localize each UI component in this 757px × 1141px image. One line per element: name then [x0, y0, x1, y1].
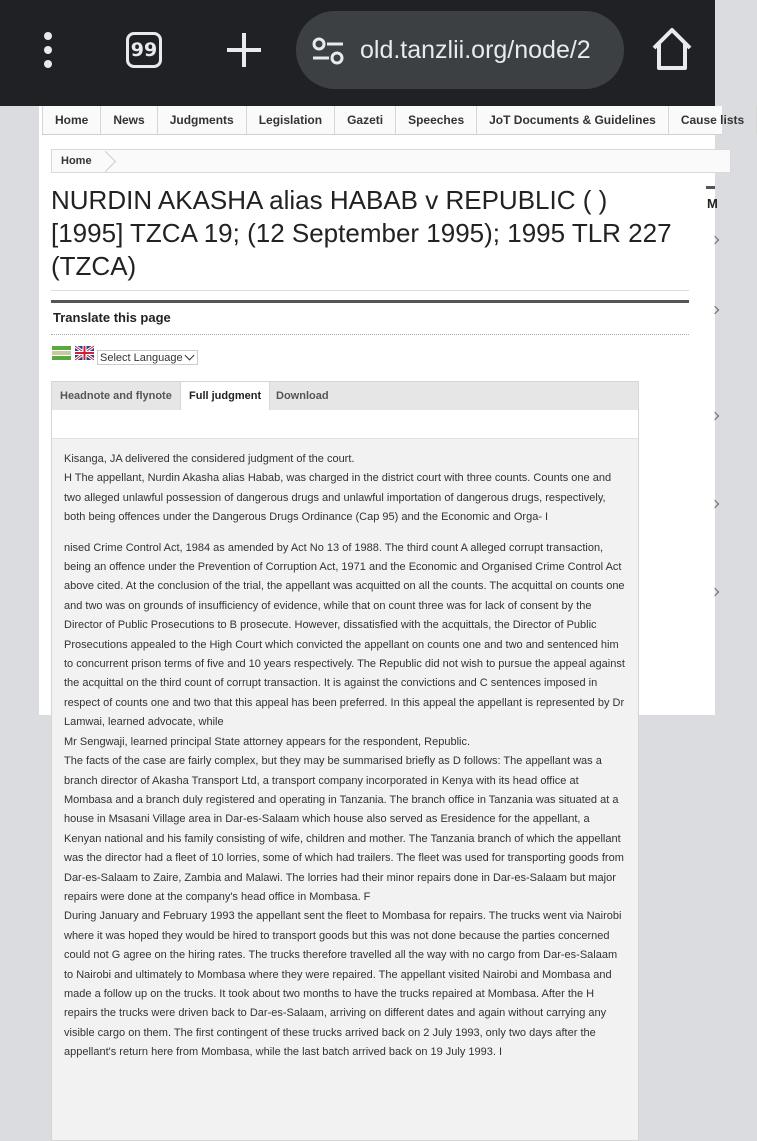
nav-item-jot-documents[interactable]: JoT Documents & Guidelines — [477, 106, 669, 134]
chevron-right-icon[interactable] — [711, 236, 719, 244]
divider — [51, 290, 689, 291]
nav-item-judgments[interactable]: Judgments — [158, 106, 247, 134]
new-tab-icon[interactable] — [224, 30, 264, 70]
tab-switcher-button[interactable]: 99 — [126, 32, 162, 68]
judgment-text — [64, 450, 628, 1063]
home-icon[interactable] — [650, 26, 694, 72]
tab-full-judgment[interactable]: Full judgment — [180, 382, 270, 411]
nav-item-cause-lists[interactable]: Cause lists — [669, 106, 757, 134]
judgment-paragraph: The facts of the case are fairly complex, but they may be summarised briefly as D follows: The appellant was a branch director of Akasha Transport Ltd, a transport company incorporated in Kenya with its head office at Mombasa and a branch duly registered and operating in Tanzania. The branch office in Tanzania was situated at a house in Msasani Village area in Dar-es-Salaam which house also served as Eresidence for the appellant, a Kenyan national and his family consisting of wife, children and mother. The Tanzania branch of which the appellant was the director had a fleet of 10 lorries, some of which had trailers. The fleet was used for transporting goods from Dar-es-Salaam to Zaire, Zambia and Malawi. The lorries had their minor repairs done in Dar-es-Salaam but major repairs were done at the company's head office in Mombasa. F — [64, 755, 624, 903]
breadcrumb — [51, 149, 731, 173]
overflow-menu-icon[interactable] — [28, 30, 68, 70]
breadcrumb-separator — [95, 151, 116, 172]
nav-item-gazeti[interactable]: Gazeti — [335, 106, 396, 134]
nav-item-legislation[interactable]: Legislation — [247, 106, 335, 134]
translate-heading: Translate this page — [53, 310, 171, 325]
sidebar-heading: M — [707, 196, 718, 211]
main-nav — [42, 106, 745, 135]
language-select[interactable] — [97, 350, 198, 365]
site-settings-icon[interactable] — [312, 37, 344, 65]
judgment-tabs — [52, 382, 638, 411]
judgment-paragraph: nised Crime Control Act, 1984 as amended by Act No 13 of 1988. The third count A alleged corrupt transaction, being an offence under the Prevention of Corruption Act, 1971 and the Economic and Organised Crime Control Act above cited. At the conclusion of the trial, the appellant was acquitted on all the counts. The acquittal on counts one and two was on grounds of insufficiency of evidence, while that on count three was for lack of consent by the Director of Public Prosecutions to B prosecute. However, dissatisfied with the acquittals, the Director of Public Prosecutions appealed to the High Court which convicted the appellant on counts one and two and sentenced him to concurrent prison terms of five and 10 years respectively. The Republic did not wish to pursue the appeal against the acquittal on the third count of corrupt transaction. It is against the convictions and C sentences imposed in respect of counts one and two that this appeal has been preferred. In this appeal the appellant is represented by Dr Lamwai, learned advocate, while — [64, 541, 625, 729]
nav-item-news[interactable]: News — [101, 106, 157, 134]
tab-download[interactable]: Download — [276, 390, 329, 402]
nav-item-home[interactable]: Home — [42, 106, 101, 134]
chevron-down-icon — [185, 351, 195, 361]
breadcrumb-home[interactable]: Home — [61, 155, 92, 167]
judgment-paragraph: During January and February 1993 the appellant sent the fleet to Mombasa for repairs. The trucks went via Nairobi where it was hoped they would be hired to transport goods but this was not done because the parties concerned could not G agree on the hiring rates. The trucks therefore travelled all the way with no cargo from Dar-es-Salaam to Nairobi and ultimately to Mombasa where they were repaired. The appellant visited Nairobi and Mombasa and made a follow up on the trucks. It took about two months to have the trucks repaired at Mombasa. After the H repairs the trucks were driven back to Dar-es-Salaam, arriving on different dates and again without carrying any visible cargo on them. The first contingent of these trucks arrived back on 2 July 1993, only two days after the appellant's return here from Mombasa, while the last batch arrived back on 19 July 1993. I — [64, 910, 622, 1059]
chevron-right-icon[interactable] — [711, 412, 719, 420]
judgment-paragraph: Mr Sengwaji, learned principal State attorney appears for the respondent, Republic. — [64, 735, 471, 748]
chevron-right-icon[interactable] — [711, 500, 719, 508]
page-title: NURDIN AKASHA alias HABAB v REPUBLIC ( ) [1995] TZCA 19; (12 September 1995); 1995 TLR 227 (TZCA) — [51, 185, 672, 281]
divider — [51, 300, 689, 303]
english-flag-icon[interactable] — [75, 346, 94, 360]
url-text[interactable]: old.tanzlii.org/node/2 — [360, 36, 591, 64]
sidebar-divider — [706, 186, 715, 189]
tab-headnote[interactable]: Headnote and flynote — [60, 390, 172, 402]
nav-item-speeches[interactable]: Speeches — [396, 106, 477, 134]
tab-panel-header — [52, 410, 638, 439]
judgment-panel — [51, 381, 639, 1141]
swahili-flag-icon[interactable] — [52, 346, 71, 360]
language-select-value: Select Language — [100, 352, 183, 364]
judgment-paragraph: Kisanga, JA delivered the considered judgment of the court. — [64, 453, 355, 465]
browser-toolbar — [0, 0, 715, 106]
divider — [51, 334, 689, 335]
judgment-paragraph: H The appellant, Nurdin Akasha alias Habab, was charged in the district court with three counts. Counts one and two alleged unlawful possession of dangerous drugs and unlawful importation of dangerous drugs, respectively, both being offences under the Dangerous Drugs Ordinance (Cap 95) and the Economic and Orga- I — [64, 472, 612, 524]
address-bar[interactable] — [296, 11, 624, 89]
chevron-right-icon[interactable] — [711, 306, 719, 314]
chevron-right-icon[interactable] — [711, 588, 719, 596]
